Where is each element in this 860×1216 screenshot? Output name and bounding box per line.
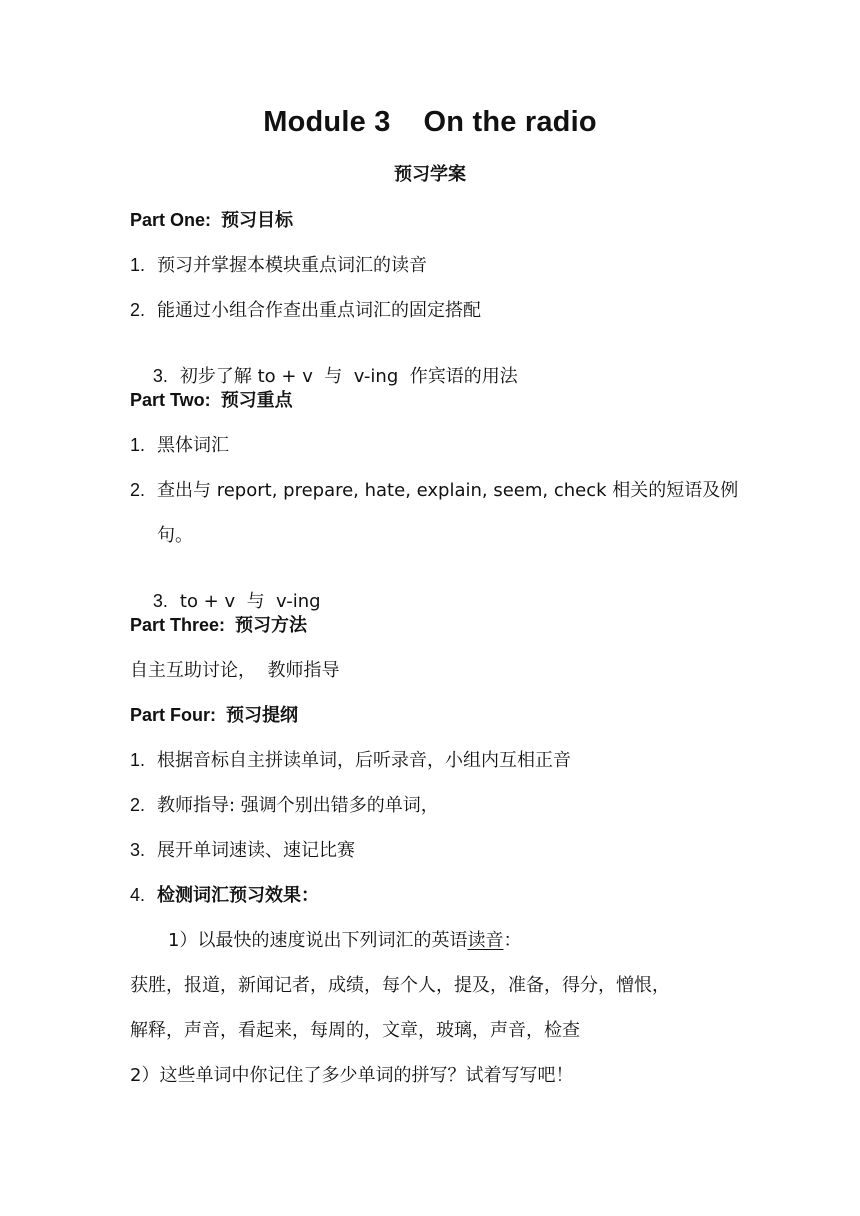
- part-label: Part One:: [130, 210, 212, 230]
- task-one-underlined: 读音: [467, 930, 504, 951]
- part-label: Part Four:: [130, 705, 217, 725]
- item-number: 3.: [152, 591, 168, 611]
- item-number: 2.: [130, 480, 146, 500]
- list-item: [130, 296, 481, 322]
- item-text: to + v 与 v-ing: [179, 591, 321, 612]
- part-label: Part Two:: [130, 390, 211, 410]
- part-one-heading: [130, 206, 293, 232]
- part-label: Part Three:: [130, 615, 226, 635]
- list-item: [130, 251, 427, 277]
- part-name: 预习提纲: [226, 705, 299, 726]
- part-name: 预习目标: [221, 210, 294, 231]
- item-text: 检测词汇预习效果：: [157, 885, 319, 906]
- task-two: 2）这些单词中你记住了多少单词的拼写？试着写写吧！: [130, 1065, 574, 1086]
- item-number: 2.: [130, 795, 146, 815]
- item-number: 1.: [130, 255, 146, 275]
- part-two-heading: [130, 386, 293, 412]
- task-one-prefix: 1）以最快的速度说出下列词汇的英语: [168, 930, 468, 951]
- item-text: 黑体词汇: [157, 435, 229, 456]
- list-item: [130, 881, 319, 907]
- item-text: 展开单词速读、速记比赛: [157, 840, 355, 861]
- item-text: 能通过小组合作查出重点词汇的固定搭配: [157, 300, 481, 321]
- list-item: [130, 791, 439, 817]
- part-three-heading: [130, 611, 307, 637]
- page-title: Module 3 On the radio: [263, 106, 597, 138]
- item-number: 3.: [152, 366, 168, 386]
- word-list-line: 解释，声音，看起来，每周的，文章，玻璃，声音，检查: [130, 1020, 580, 1041]
- item-number: 2.: [130, 300, 146, 320]
- list-item: [130, 431, 229, 457]
- list-item: [130, 746, 571, 772]
- item-number: 4.: [130, 885, 146, 905]
- word-list-line: 获胜，报道，新闻记者，成绩，每个人，提及，准备，得分，憎恨，: [130, 975, 670, 996]
- task-one: [168, 926, 521, 952]
- item-number: 3.: [130, 840, 146, 860]
- part-name: 预习方法: [235, 615, 308, 636]
- list-item: [130, 836, 355, 862]
- list-item: [130, 476, 738, 502]
- part-four-heading: [130, 701, 298, 727]
- item-number: 1.: [130, 435, 146, 455]
- task-one-suffix: ：: [503, 930, 522, 951]
- item-text: 根据音标自主拼读单词，后听录音，小组内互相正音: [157, 750, 571, 771]
- item-text: 查出与 report, prepare, hate, explain, seem, check 相关的短语及例: [157, 480, 739, 501]
- item-text: 教师指导: 强调个别出错多的单词，: [157, 795, 439, 816]
- part-name: 预习重点: [220, 390, 293, 411]
- list-item-continuation: 句。: [157, 525, 193, 546]
- item-text: 初步了解 to + v 与 v-ing 作宾语的用法: [179, 366, 518, 387]
- item-text: 预习并掌握本模块重点词汇的读音: [157, 255, 427, 276]
- page-subtitle: 预习学案: [394, 164, 466, 185]
- part-three-text: 自主互助讨论， 教师指导: [130, 660, 340, 681]
- item-number: 1.: [130, 750, 146, 770]
